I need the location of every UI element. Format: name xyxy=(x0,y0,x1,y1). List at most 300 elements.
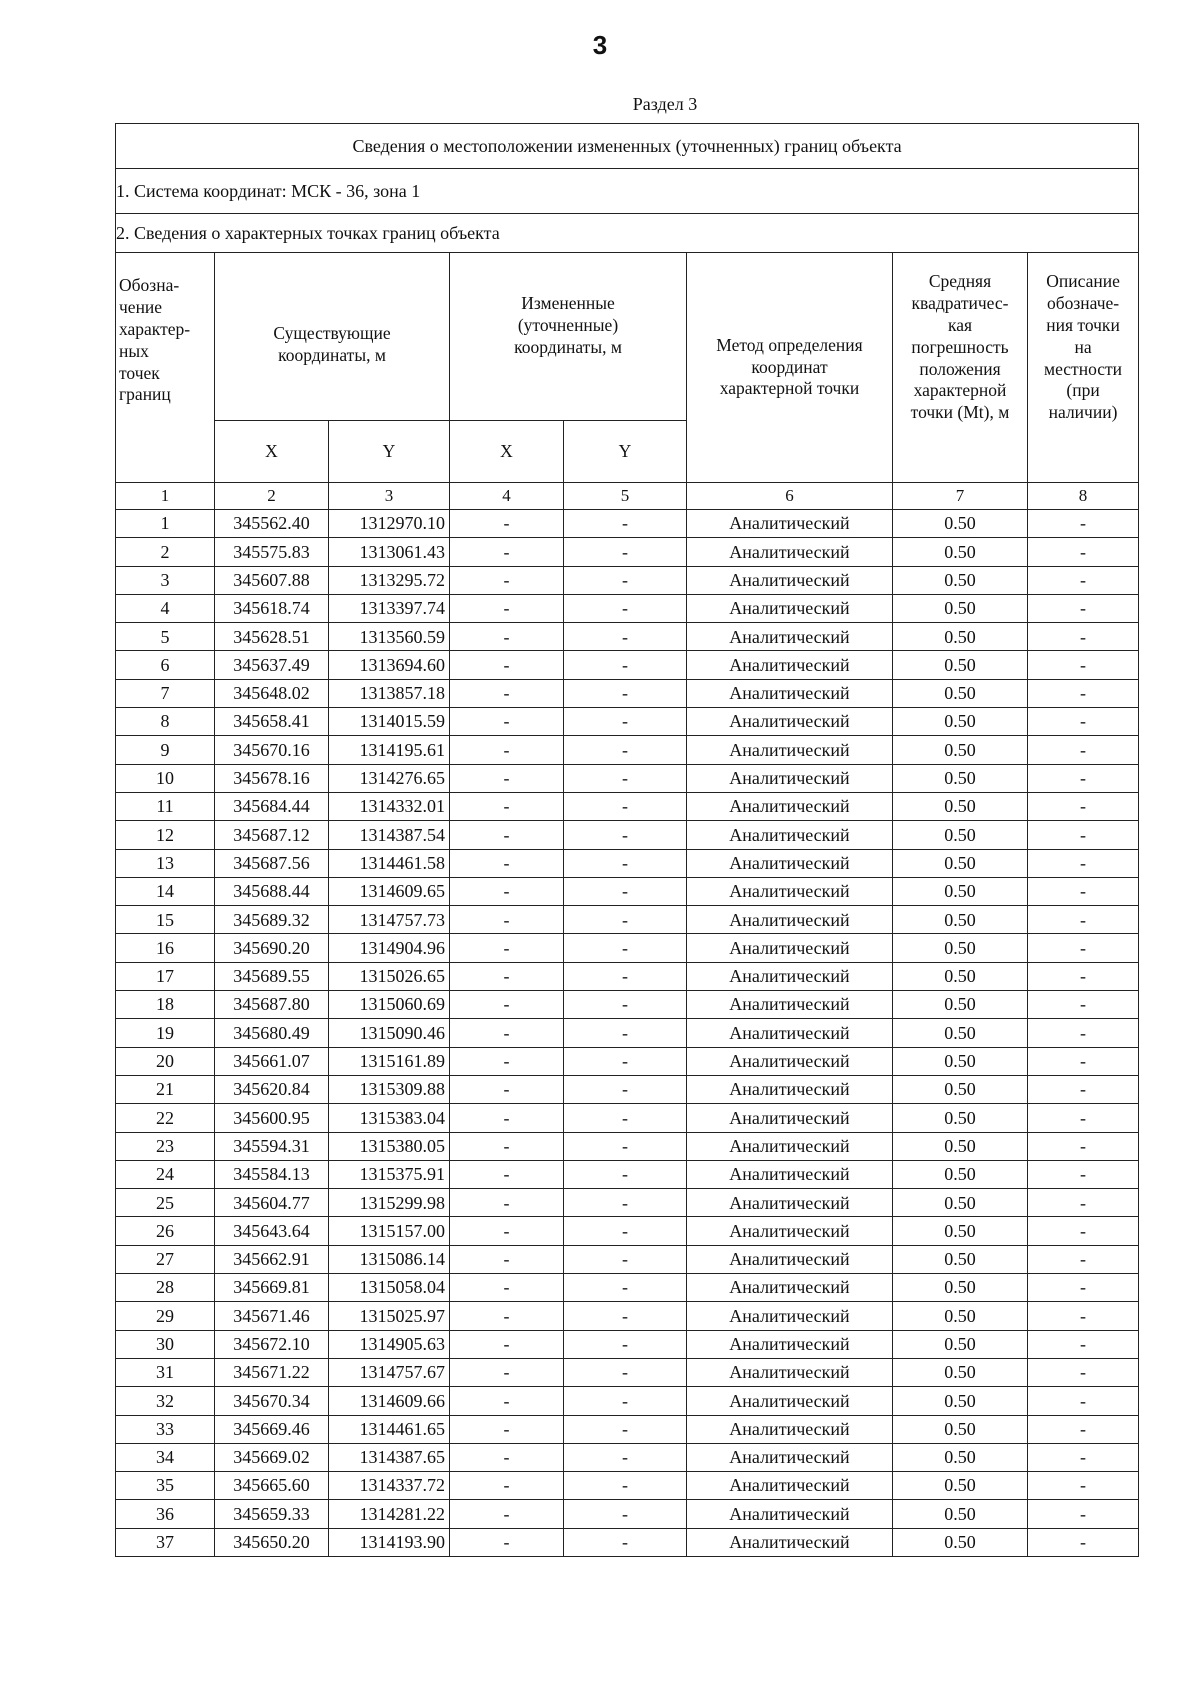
cell-method: Аналитический xyxy=(687,1387,893,1415)
cell-changed-y: - xyxy=(564,1387,687,1415)
cell-existing-x: 345650.20 xyxy=(215,1528,329,1556)
cell-description: - xyxy=(1028,623,1139,651)
cell-point-number: 9 xyxy=(116,736,215,764)
cell-point-number: 17 xyxy=(116,962,215,990)
cell-existing-y: 1312970.10 xyxy=(329,510,450,538)
cell-description: - xyxy=(1028,1160,1139,1188)
cell-changed-y: - xyxy=(564,1075,687,1103)
cell-description: - xyxy=(1028,1472,1139,1500)
cell-description: - xyxy=(1028,1415,1139,1443)
cell-changed-y: - xyxy=(564,1274,687,1302)
cell-description: - xyxy=(1028,1274,1139,1302)
cell-description: - xyxy=(1028,736,1139,764)
cell-mean-error: 0.50 xyxy=(893,1019,1028,1047)
cell-existing-y: 1315380.05 xyxy=(329,1132,450,1160)
cell-existing-y: 1314337.72 xyxy=(329,1472,450,1500)
cell-existing-x: 345687.12 xyxy=(215,821,329,849)
cell-changed-x: - xyxy=(450,510,564,538)
cell-method: Аналитический xyxy=(687,1274,893,1302)
cell-changed-y: - xyxy=(564,1500,687,1528)
cell-changed-x: - xyxy=(450,1075,564,1103)
table-row xyxy=(116,877,1139,905)
cell-description: - xyxy=(1028,538,1139,566)
cell-point-number: 19 xyxy=(116,1019,215,1047)
table-row xyxy=(116,764,1139,792)
cell-mean-error: 0.50 xyxy=(893,792,1028,820)
column-number: 3 xyxy=(329,483,450,510)
cell-changed-x: - xyxy=(450,849,564,877)
cell-method: Аналитический xyxy=(687,679,893,707)
cell-description: - xyxy=(1028,1245,1139,1273)
cell-changed-y: - xyxy=(564,1132,687,1160)
cell-existing-x: 345670.16 xyxy=(215,736,329,764)
table-row xyxy=(116,1274,1139,1302)
cell-existing-y: 1314757.73 xyxy=(329,906,450,934)
cell-method: Аналитический xyxy=(687,991,893,1019)
cell-method: Аналитический xyxy=(687,906,893,934)
cell-mean-error: 0.50 xyxy=(893,764,1028,792)
cell-changed-x: - xyxy=(450,1132,564,1160)
cell-method: Аналитический xyxy=(687,1472,893,1500)
cell-changed-y: - xyxy=(564,1472,687,1500)
table-row xyxy=(116,1358,1139,1386)
cell-point-number: 36 xyxy=(116,1500,215,1528)
cell-existing-y: 1314276.65 xyxy=(329,764,450,792)
cell-mean-error: 0.50 xyxy=(893,736,1028,764)
cell-existing-y: 1313857.18 xyxy=(329,679,450,707)
cell-mean-error: 0.50 xyxy=(893,1443,1028,1471)
cell-changed-y: - xyxy=(564,566,687,594)
cell-existing-x: 345688.44 xyxy=(215,877,329,905)
cell-existing-x: 345661.07 xyxy=(215,1047,329,1075)
cell-changed-x: - xyxy=(450,1274,564,1302)
cell-existing-x: 345671.22 xyxy=(215,1358,329,1386)
cell-mean-error: 0.50 xyxy=(893,1217,1028,1245)
cell-method: Аналитический xyxy=(687,792,893,820)
table-row xyxy=(116,623,1139,651)
table-row xyxy=(116,1160,1139,1188)
table-row xyxy=(116,1019,1139,1047)
cell-point-number: 3 xyxy=(116,566,215,594)
cell-point-number: 10 xyxy=(116,764,215,792)
cell-existing-y: 1315157.00 xyxy=(329,1217,450,1245)
cell-method: Аналитический xyxy=(687,1104,893,1132)
table-row xyxy=(116,566,1139,594)
table-row xyxy=(116,821,1139,849)
cell-method: Аналитический xyxy=(687,736,893,764)
cell-changed-y: - xyxy=(564,934,687,962)
cell-method: Аналитический xyxy=(687,1415,893,1443)
cell-method: Аналитический xyxy=(687,1217,893,1245)
cell-existing-y: 1314193.90 xyxy=(329,1528,450,1556)
cell-point-number: 31 xyxy=(116,1358,215,1386)
cell-existing-y: 1315026.65 xyxy=(329,962,450,990)
cell-description: - xyxy=(1028,510,1139,538)
table-row xyxy=(116,510,1139,538)
table-row xyxy=(116,736,1139,764)
cell-existing-x: 345620.84 xyxy=(215,1075,329,1103)
table-row xyxy=(116,1132,1139,1160)
cell-changed-x: - xyxy=(450,764,564,792)
cell-changed-y: - xyxy=(564,1047,687,1075)
cell-mean-error: 0.50 xyxy=(893,1528,1028,1556)
cell-changed-x: - xyxy=(450,679,564,707)
cell-point-number: 30 xyxy=(116,1330,215,1358)
cell-changed-y: - xyxy=(564,1217,687,1245)
cell-method: Аналитический xyxy=(687,1132,893,1160)
cell-description: - xyxy=(1028,594,1139,622)
cell-existing-x: 345671.46 xyxy=(215,1302,329,1330)
cell-existing-y: 1315375.91 xyxy=(329,1160,450,1188)
table-row xyxy=(116,1217,1139,1245)
cell-existing-x: 345648.02 xyxy=(215,679,329,707)
cell-changed-x: - xyxy=(450,1019,564,1047)
cell-changed-y: - xyxy=(564,651,687,679)
cell-point-number: 4 xyxy=(116,594,215,622)
cell-method: Аналитический xyxy=(687,594,893,622)
cell-mean-error: 0.50 xyxy=(893,849,1028,877)
cell-existing-x: 345669.02 xyxy=(215,1443,329,1471)
cell-mean-error: 0.50 xyxy=(893,1302,1028,1330)
cell-method: Аналитический xyxy=(687,1189,893,1217)
cell-point-number: 13 xyxy=(116,849,215,877)
cell-description: - xyxy=(1028,906,1139,934)
cell-changed-x: - xyxy=(450,1528,564,1556)
cell-existing-x: 345659.33 xyxy=(215,1500,329,1528)
cell-existing-x: 345594.31 xyxy=(215,1132,329,1160)
table-row xyxy=(116,1245,1139,1273)
cell-changed-y: - xyxy=(564,1104,687,1132)
cell-existing-y: 1314609.66 xyxy=(329,1387,450,1415)
cell-mean-error: 0.50 xyxy=(893,566,1028,594)
cell-mean-error: 0.50 xyxy=(893,679,1028,707)
cell-description: - xyxy=(1028,708,1139,736)
cell-existing-y: 1314195.61 xyxy=(329,736,450,764)
cell-changed-x: - xyxy=(450,1047,564,1075)
cell-point-number: 28 xyxy=(116,1274,215,1302)
cell-description: - xyxy=(1028,821,1139,849)
cell-method: Аналитический xyxy=(687,934,893,962)
cell-point-number: 23 xyxy=(116,1132,215,1160)
cell-existing-y: 1315383.04 xyxy=(329,1104,450,1132)
points-heading: 2. Сведения о характерных точках границ объекта xyxy=(116,214,1139,253)
cell-existing-y: 1315299.98 xyxy=(329,1189,450,1217)
cell-method: Аналитический xyxy=(687,1302,893,1330)
cell-method: Аналитический xyxy=(687,510,893,538)
table-row xyxy=(116,792,1139,820)
table-row xyxy=(116,1104,1139,1132)
cell-changed-y: - xyxy=(564,792,687,820)
table-row xyxy=(116,708,1139,736)
cell-method: Аналитический xyxy=(687,1160,893,1188)
cell-changed-x: - xyxy=(450,906,564,934)
cell-description: - xyxy=(1028,1330,1139,1358)
cell-mean-error: 0.50 xyxy=(893,1245,1028,1273)
cell-mean-error: 0.50 xyxy=(893,821,1028,849)
cell-changed-x: - xyxy=(450,1330,564,1358)
cell-description: - xyxy=(1028,1104,1139,1132)
table-row xyxy=(116,1387,1139,1415)
cell-description: - xyxy=(1028,679,1139,707)
cell-changed-y: - xyxy=(564,510,687,538)
cell-changed-x: - xyxy=(450,962,564,990)
cell-point-number: 8 xyxy=(116,708,215,736)
cell-existing-y: 1314904.96 xyxy=(329,934,450,962)
cell-point-number: 15 xyxy=(116,906,215,934)
column-number: 6 xyxy=(687,483,893,510)
table-row xyxy=(116,538,1139,566)
cell-existing-x: 345643.64 xyxy=(215,1217,329,1245)
cell-existing-y: 1315058.04 xyxy=(329,1274,450,1302)
cell-changed-x: - xyxy=(450,877,564,905)
cell-changed-y: - xyxy=(564,962,687,990)
cell-existing-y: 1315161.89 xyxy=(329,1047,450,1075)
cell-mean-error: 0.50 xyxy=(893,538,1028,566)
table-row xyxy=(116,1528,1139,1556)
cell-point-number: 24 xyxy=(116,1160,215,1188)
cell-description: - xyxy=(1028,1443,1139,1471)
cell-changed-x: - xyxy=(450,1217,564,1245)
cell-existing-y: 1315025.97 xyxy=(329,1302,450,1330)
column-number: 8 xyxy=(1028,483,1139,510)
cell-changed-y: - xyxy=(564,821,687,849)
cell-existing-x: 345687.56 xyxy=(215,849,329,877)
table-row xyxy=(116,906,1139,934)
cell-changed-x: - xyxy=(450,821,564,849)
cell-point-number: 25 xyxy=(116,1189,215,1217)
table-row xyxy=(116,962,1139,990)
cell-point-number: 37 xyxy=(116,1528,215,1556)
cell-description: - xyxy=(1028,1132,1139,1160)
cell-point-number: 27 xyxy=(116,1245,215,1273)
cell-description: - xyxy=(1028,764,1139,792)
cell-mean-error: 0.50 xyxy=(893,1104,1028,1132)
cell-point-number: 14 xyxy=(116,877,215,905)
cell-method: Аналитический xyxy=(687,821,893,849)
coordinate-system: 1. Система координат: МСК - 36, зона 1 xyxy=(116,169,1139,214)
cell-mean-error: 0.50 xyxy=(893,510,1028,538)
table-row xyxy=(116,594,1139,622)
cell-changed-y: - xyxy=(564,764,687,792)
cell-method: Аналитический xyxy=(687,1330,893,1358)
cell-existing-y: 1314461.65 xyxy=(329,1415,450,1443)
cell-changed-y: - xyxy=(564,1019,687,1047)
cell-existing-x: 345607.88 xyxy=(215,566,329,594)
cell-existing-x: 345690.20 xyxy=(215,934,329,962)
cell-point-number: 11 xyxy=(116,792,215,820)
cell-point-number: 1 xyxy=(116,510,215,538)
cell-description: - xyxy=(1028,962,1139,990)
cell-method: Аналитический xyxy=(687,1528,893,1556)
cell-mean-error: 0.50 xyxy=(893,651,1028,679)
cell-description: - xyxy=(1028,1302,1139,1330)
cell-existing-y: 1314461.58 xyxy=(329,849,450,877)
cell-existing-y: 1314757.67 xyxy=(329,1358,450,1386)
cell-changed-y: - xyxy=(564,1358,687,1386)
cell-mean-error: 0.50 xyxy=(893,623,1028,651)
cell-existing-y: 1314609.65 xyxy=(329,877,450,905)
cell-changed-x: - xyxy=(450,1302,564,1330)
cell-point-number: 16 xyxy=(116,934,215,962)
column-number: 2 xyxy=(215,483,329,510)
cell-description: - xyxy=(1028,1189,1139,1217)
header-changed-coordinates: Измененные (уточненные) координаты, м xyxy=(450,253,687,421)
cell-changed-y: - xyxy=(564,1160,687,1188)
cell-changed-x: - xyxy=(450,1443,564,1471)
cell-mean-error: 0.50 xyxy=(893,877,1028,905)
cell-changed-y: - xyxy=(564,1415,687,1443)
cell-point-number: 5 xyxy=(116,623,215,651)
cell-existing-x: 345637.49 xyxy=(215,651,329,679)
cell-mean-error: 0.50 xyxy=(893,1415,1028,1443)
cell-changed-x: - xyxy=(450,792,564,820)
cell-point-number: 18 xyxy=(116,991,215,1019)
cell-changed-y: - xyxy=(564,594,687,622)
cell-existing-y: 1314332.01 xyxy=(329,792,450,820)
cell-existing-y: 1315090.46 xyxy=(329,1019,450,1047)
cell-method: Аналитический xyxy=(687,708,893,736)
table-row xyxy=(116,1302,1139,1330)
cell-point-number: 35 xyxy=(116,1472,215,1500)
table-row xyxy=(116,1330,1139,1358)
cell-description: - xyxy=(1028,877,1139,905)
cell-changed-x: - xyxy=(450,623,564,651)
column-numbers-row xyxy=(116,483,1139,510)
header-existing-x: X xyxy=(215,421,329,483)
table-row xyxy=(116,1443,1139,1471)
cell-changed-y: - xyxy=(564,1189,687,1217)
cell-changed-x: - xyxy=(450,991,564,1019)
cell-changed-x: - xyxy=(450,1358,564,1386)
cell-existing-x: 345689.32 xyxy=(215,906,329,934)
cell-changed-x: - xyxy=(450,1387,564,1415)
cell-mean-error: 0.50 xyxy=(893,1358,1028,1386)
table-row xyxy=(116,991,1139,1019)
cell-existing-x: 345680.49 xyxy=(215,1019,329,1047)
cell-existing-x: 345665.60 xyxy=(215,1472,329,1500)
cell-changed-y: - xyxy=(564,1528,687,1556)
cell-existing-y: 1314281.22 xyxy=(329,1500,450,1528)
cell-existing-y: 1315060.69 xyxy=(329,991,450,1019)
cell-description: - xyxy=(1028,849,1139,877)
page-number: 3 xyxy=(592,30,608,60)
cell-changed-x: - xyxy=(450,1500,564,1528)
cell-method: Аналитический xyxy=(687,1245,893,1273)
cell-existing-x: 345687.80 xyxy=(215,991,329,1019)
header-existing-coordinates: Существующие координаты, м xyxy=(215,253,450,421)
cell-point-number: 6 xyxy=(116,651,215,679)
cell-existing-x: 345575.83 xyxy=(215,538,329,566)
cell-point-number: 33 xyxy=(116,1415,215,1443)
cell-description: - xyxy=(1028,651,1139,679)
cell-changed-x: - xyxy=(450,1245,564,1273)
cell-description: - xyxy=(1028,566,1139,594)
cell-existing-y: 1314015.59 xyxy=(329,708,450,736)
cell-changed-y: - xyxy=(564,877,687,905)
cell-changed-x: - xyxy=(450,934,564,962)
cell-description: - xyxy=(1028,1500,1139,1528)
cell-method: Аналитический xyxy=(687,1019,893,1047)
cell-mean-error: 0.50 xyxy=(893,1132,1028,1160)
table-row xyxy=(116,1075,1139,1103)
cell-mean-error: 0.50 xyxy=(893,906,1028,934)
cell-description: - xyxy=(1028,934,1139,962)
cell-existing-x: 345684.44 xyxy=(215,792,329,820)
cell-method: Аналитический xyxy=(687,1500,893,1528)
cell-existing-y: 1313560.59 xyxy=(329,623,450,651)
cell-method: Аналитический xyxy=(687,623,893,651)
cell-description: - xyxy=(1028,1075,1139,1103)
cell-existing-y: 1313061.43 xyxy=(329,538,450,566)
header-description: Описание обозначе- ния точки на местности (при наличии) xyxy=(1028,253,1139,483)
cell-changed-x: - xyxy=(450,1472,564,1500)
cell-existing-y: 1313694.60 xyxy=(329,651,450,679)
cell-changed-x: - xyxy=(450,1160,564,1188)
cell-description: - xyxy=(1028,1019,1139,1047)
table-title: Сведения о местоположении измененных (уточненных) границ объекта xyxy=(116,124,1139,169)
cell-point-number: 2 xyxy=(116,538,215,566)
cell-existing-x: 345658.41 xyxy=(215,708,329,736)
table-row xyxy=(116,1415,1139,1443)
cell-method: Аналитический xyxy=(687,1047,893,1075)
cell-changed-x: - xyxy=(450,566,564,594)
cell-existing-x: 345662.91 xyxy=(215,1245,329,1273)
cell-mean-error: 0.50 xyxy=(893,1500,1028,1528)
cell-existing-y: 1314387.65 xyxy=(329,1443,450,1471)
cell-existing-y: 1315309.88 xyxy=(329,1075,450,1103)
cell-changed-y: - xyxy=(564,1330,687,1358)
cell-point-number: 29 xyxy=(116,1302,215,1330)
table-row xyxy=(116,849,1139,877)
cell-changed-y: - xyxy=(564,991,687,1019)
header-existing-y: Y xyxy=(329,421,450,483)
cell-method: Аналитический xyxy=(687,1075,893,1103)
table-row xyxy=(116,1047,1139,1075)
cell-changed-x: - xyxy=(450,538,564,566)
cell-point-number: 7 xyxy=(116,679,215,707)
cell-existing-y: 1313397.74 xyxy=(329,594,450,622)
cell-mean-error: 0.50 xyxy=(893,962,1028,990)
cell-description: - xyxy=(1028,1217,1139,1245)
cell-mean-error: 0.50 xyxy=(893,594,1028,622)
header-method: Метод определения координат характерной точки xyxy=(687,253,893,483)
cell-mean-error: 0.50 xyxy=(893,1330,1028,1358)
section-label: Раздел 3 xyxy=(632,94,698,114)
column-number: 4 xyxy=(450,483,564,510)
table-row xyxy=(116,651,1139,679)
cell-point-number: 21 xyxy=(116,1075,215,1103)
cell-existing-x: 345672.10 xyxy=(215,1330,329,1358)
column-number: 1 xyxy=(116,483,215,510)
cell-description: - xyxy=(1028,1358,1139,1386)
cell-existing-y: 1313295.72 xyxy=(329,566,450,594)
cell-changed-x: - xyxy=(450,736,564,764)
cell-changed-y: - xyxy=(564,708,687,736)
cell-mean-error: 0.50 xyxy=(893,1472,1028,1500)
cell-existing-x: 345678.16 xyxy=(215,764,329,792)
cell-changed-y: - xyxy=(564,906,687,934)
cell-existing-x: 345689.55 xyxy=(215,962,329,990)
header-mean-error: Средняя квадратичес- кая погрешность положения характерной точки (Mt), м xyxy=(893,253,1028,483)
cell-changed-x: - xyxy=(450,651,564,679)
cell-existing-y: 1314905.63 xyxy=(329,1330,450,1358)
table-row xyxy=(116,1500,1139,1528)
cell-method: Аналитический xyxy=(687,566,893,594)
cell-existing-x: 345562.40 xyxy=(215,510,329,538)
cell-point-number: 20 xyxy=(116,1047,215,1075)
cell-description: - xyxy=(1028,1387,1139,1415)
cell-existing-x: 345669.46 xyxy=(215,1415,329,1443)
